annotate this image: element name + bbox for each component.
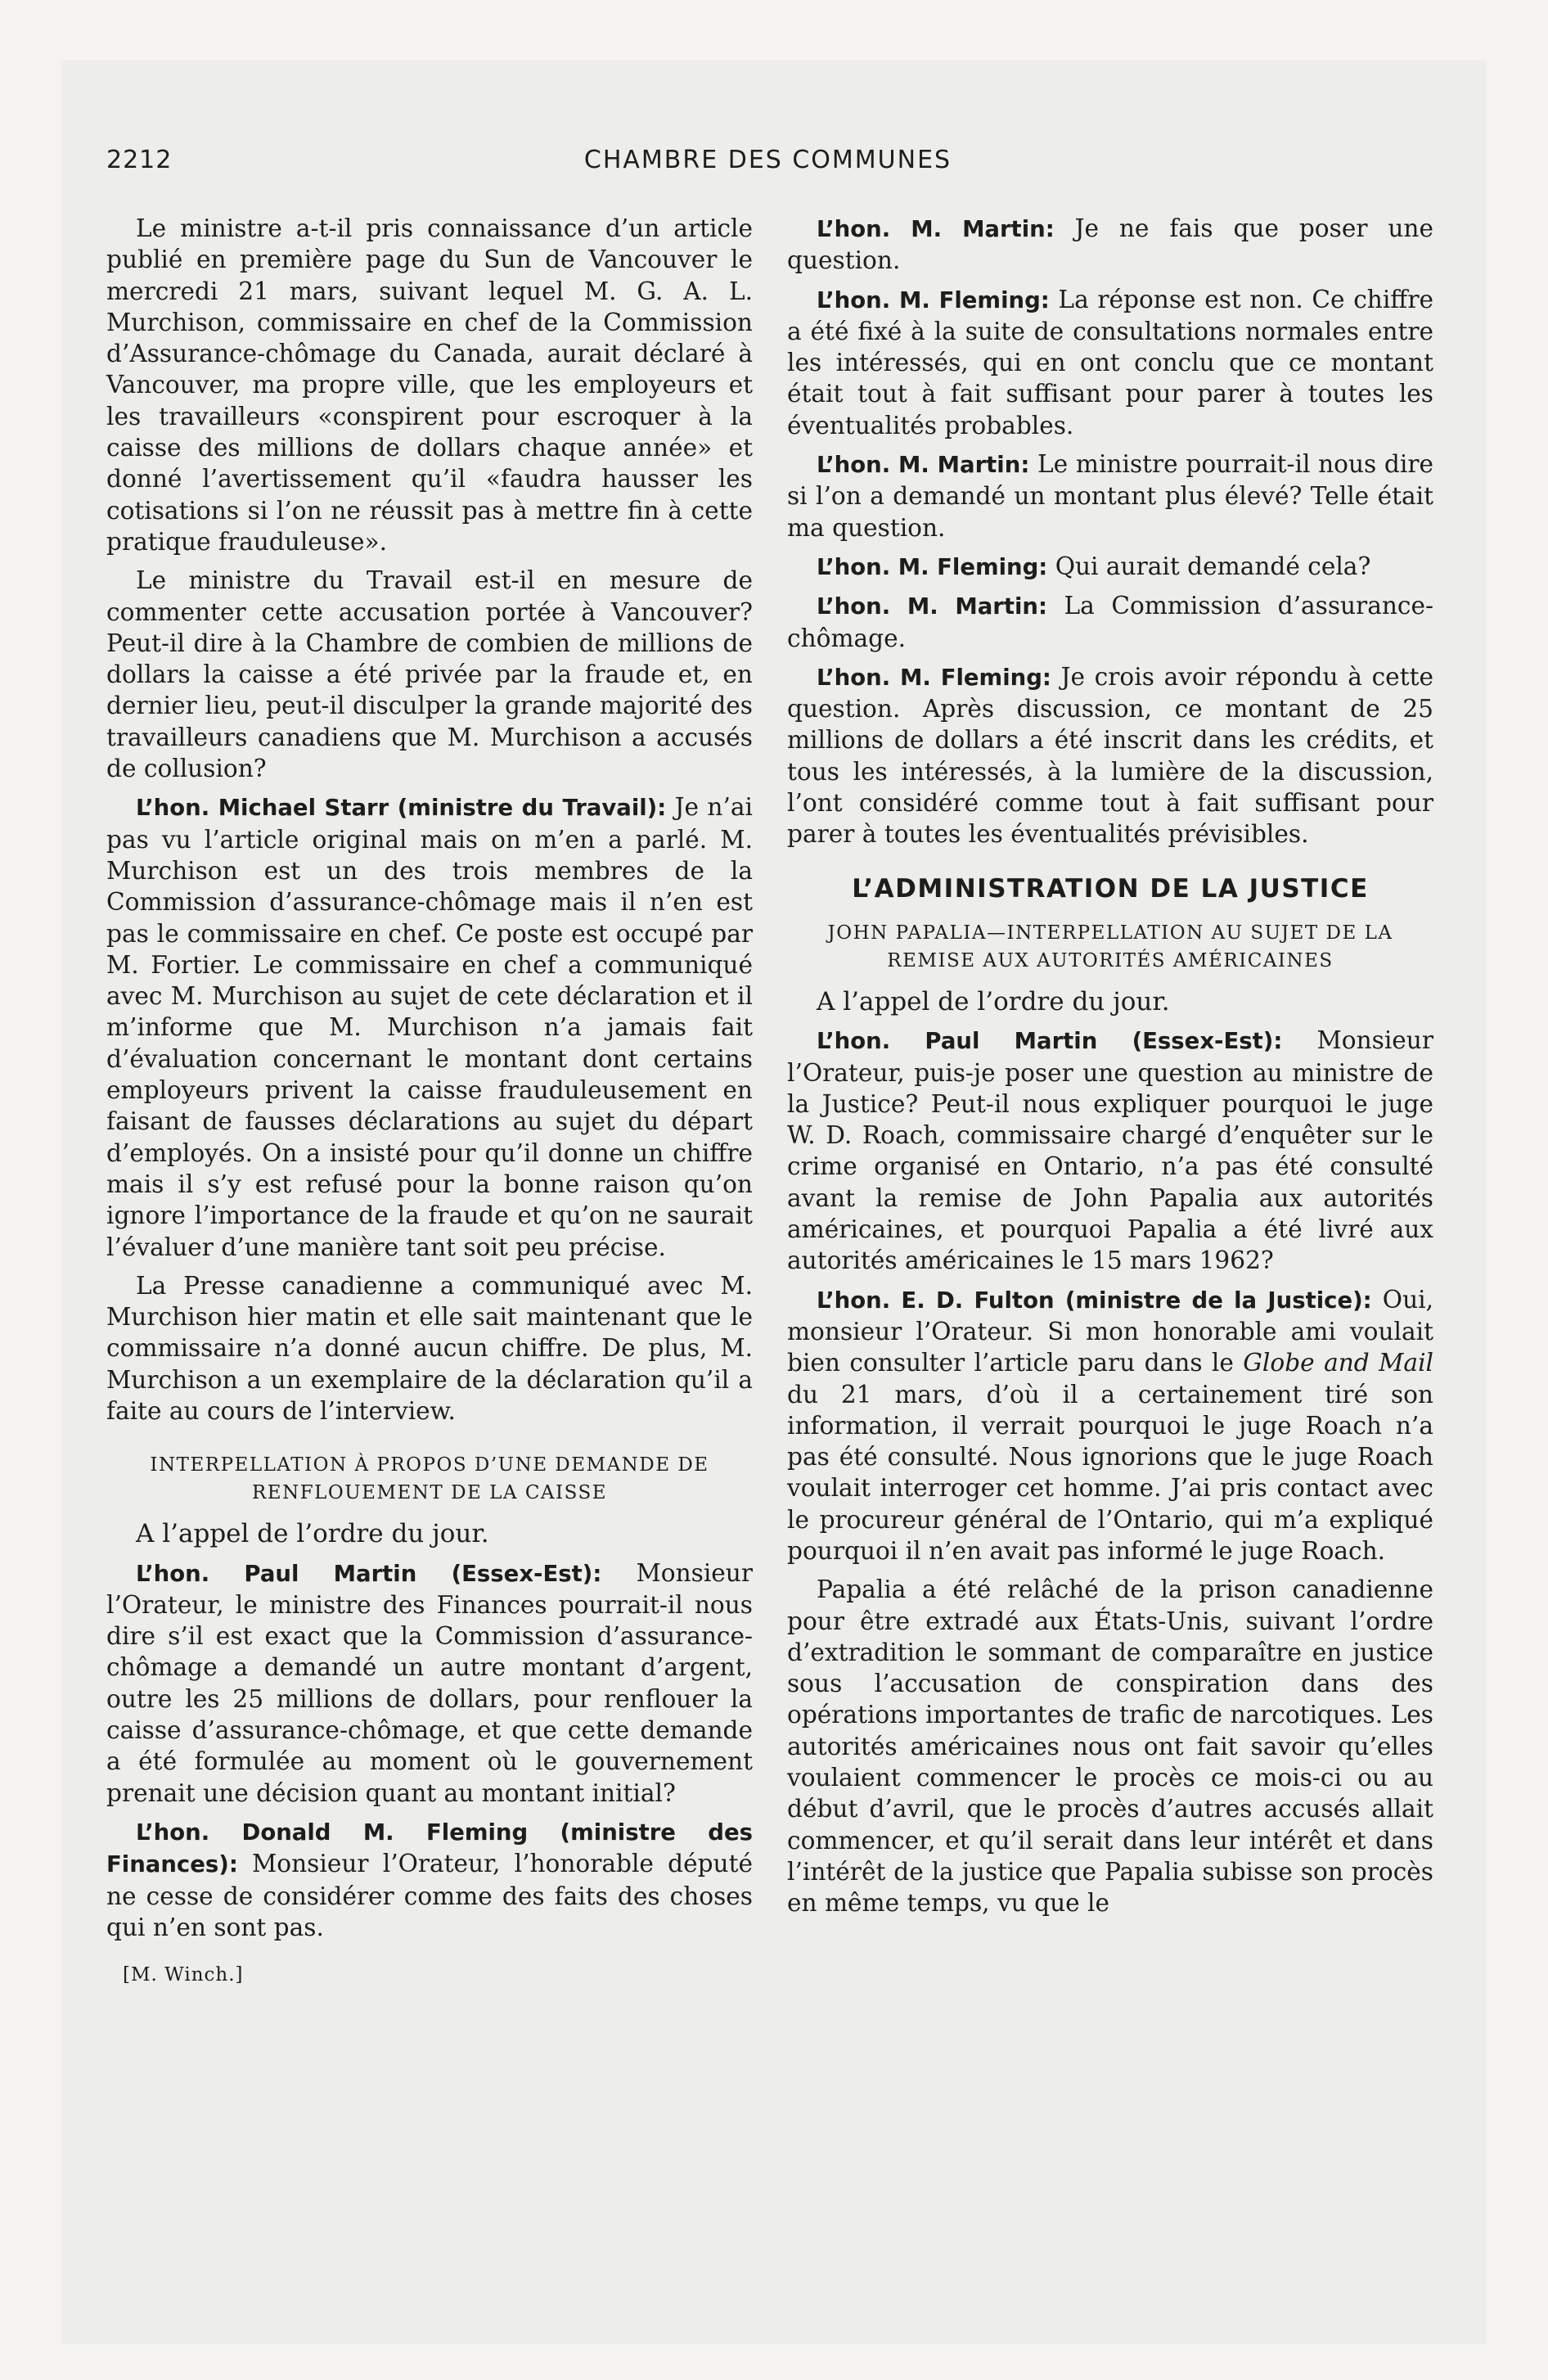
paragraph: Le ministre a-t-il pris connaissance d’un article publié en première page du Sun de Vancouver le mercredi 21 mars, suivant lequel M. G. A. L. Murchison, commissaire en chef de la Commission d’Assurance-chômage du Canada, aurait déclaré à Vancouver, ma propre ville, que les employeurs et les travailleurs «conspirent pour escroquer à la caisse des millions de dollars chaque année» et donné l’avertissement qu’il «faudra hausser les cotisations si l’on ne réussit pas à mettre fin à cette pratique frauduleuse». (106, 214, 753, 556)
paragraph: La Presse canadienne a communiqué avec M. Murchison hier matin et elle sait maintenant que le commissaire n’a donné aucun chiffre. De plus, M. Murchison a un exemplaire de la déclaration qu’il a faite au cours de l’interview. (106, 1271, 753, 1425)
speech (787, 590, 1433, 654)
speaker-name: L’hon. Donald M. Fleming (ministre des Finances): (106, 1819, 753, 1878)
speech-text: Je crois avoir répondu à cette question. Après discussion, ce montant de 25 millions de dollars a été inscrit dans les crédits, et tous les intéressés, à la lumière de la discussion, l’ont considéré comme tout à fait suffisant pour parer à toutes les éventualités prévisibles. (787, 662, 1433, 849)
speech-text: La réponse est non. Ce chiffre a été fixé à la suite de consultations normales entre les intéressés, qui en ont conclu que ce montant était tout à fait suffisant pour parer à toutes les éventualités probables. (787, 285, 1433, 439)
page-number: 2212 (106, 146, 173, 174)
rubric-heading: JOHN PAPALIA—INTERPELLATION AU SUJET DE LA REMISE AUX AUTORITÉS AMÉRICAINES (827, 922, 1393, 971)
speech (787, 551, 1433, 583)
speaker-name: L’hon. M. Fleming: (817, 286, 1050, 313)
speaker-name: L’hon. Paul Martin (Essex-Est): (136, 1560, 602, 1587)
section-title: L’ADMINISTRATION DE LA JUSTICE (852, 873, 1369, 904)
speech-text: Monsieur l’Orateur, l’honorable député ne cesse de considérer comme des faits des choses qui n’en sont pas. (106, 1850, 753, 1941)
running-head: CHAMBRE DES COMMUNES (583, 146, 952, 174)
left-column (106, 213, 753, 1998)
speech (787, 1025, 1433, 1276)
speech-text: Monsieur l’Orateur, le ministre des Finances pourrait-il nous dire s’il est exact que la Commission d’assurance-chômage a demandé un autre montant d’argent, outre les 25 millions de dollars, pour renflouer la caisse d’assurance-chômage, et que cette demande a été formulée au moment où le gouvernement prenait une décision quant au montant initial? (106, 1558, 753, 1807)
speech (106, 1557, 753, 1809)
speaker-name: L’hon. Paul Martin (Essex-Est): (817, 1028, 1283, 1055)
speech-text: Je n’ai pas vu l’article original mais on m’en a parlé. M. Murchison est un des trois membres de la Commission d’assurance-chômage mais il n’en est pas le commissaire en chef. Ce poste est occupé par M. Fortier. Le commissaire en chef a communiqué avec M. Murchison au sujet de cete déclaration et il m’informe que M. Murchison n’a jamais fait d’évaluation concernant le montant dont certains employeurs privent la caisse frauduleusement en faisant de fausses déclarations au sujet du départ d’employés. On a insisté pour qu’il donne un chiffre mais il s’y est refusé pour la bonne raison qu’on ignore l’importance de la fraude et qu’on ne saurait l’évaluer d’une manière tant soit peu précise. (106, 793, 753, 1261)
speech-text: Qui aurait demandé cela? (1047, 552, 1371, 580)
speaker-name: L’hon. M. Martin: (817, 216, 1055, 242)
speech (787, 449, 1433, 543)
speech (106, 791, 753, 1262)
paragraph: Le ministre du Travail est-il en mesure de commenter cette accusation portée à Vancouver? Peut-il dire à la Chambre de combien de millions de dollars la caisse a été privée par la fraude et, en dernier lieu, peut-il disculper la grande majorité des travailleurs canadiens que M. Murchison a accusés de collusion? (106, 566, 753, 783)
speech (787, 661, 1433, 850)
speaker-name: L’hon. M. Martin: (817, 452, 1030, 479)
speech-text: Oui, monsieur l’Orateur. Si mon honorable ami voulait bien consulter l’article paru dans le (787, 1285, 1434, 1377)
speech (787, 213, 1433, 277)
speech-text: du 21 mars, d’où il a certainement tiré son information, il verrait pourquoi le juge Roach n’a pas été consulté. Nous ignorions que le juge Roach voulait interroger cet homme. J’ai pris contact avec le procureur général de l’Ontario, qui m’a expliqué pourquoi il n’en avait pas informé le juge Roach. (787, 1380, 1433, 1565)
speaker-name: L’hon. E. D. Fulton (ministre de la Justice): (817, 1287, 1372, 1314)
newspaper-title: Globe and Mail (1243, 1349, 1434, 1377)
speech-text: Monsieur l’Orateur, puis-je poser une question au ministre de la Justice? Peut-il nous expliquer pourquoi le juge W. D. Roach, commissaire chargé d’enquêter sur le crime organisé en Ontario, n’a pas été consulté avant la remise de John Papalia aux autorités américaines, et pourquoi Papalia a été livré aux autorités américaines le 15 mars 1962? (787, 1026, 1433, 1275)
speech-text: La Commission d’assurance-chômage. (787, 592, 1433, 652)
speech-text: Le ministre pourrait-il nous dire si l’on a demandé un montant plus élevé? Telle était ma question. (787, 450, 1434, 542)
speaker-name: L’hon. M. Fleming: (817, 553, 1048, 580)
speech (106, 1816, 753, 1943)
order-of-day: A l’appel de l’ordre du jour. (136, 1519, 489, 1549)
right-column (787, 213, 1433, 1927)
speaker-name: L’hon. M. Fleming: (817, 664, 1051, 691)
order-of-day: A l’appel de l’ordre du jour. (817, 986, 1170, 1016)
speaker-name: L’hon. M. Martin: (817, 593, 1047, 620)
speech-text: Je ne fais que poser une question. (787, 214, 1433, 275)
rubric-heading: INTERPELLATION À PROPOS D’UNE DEMANDE DE RENFLOUEMENT DE LA CAISSE (150, 1454, 709, 1504)
speaker-footnote: [M. Winch.] (123, 1964, 244, 1986)
speech (787, 1284, 1433, 1567)
page-header (106, 146, 1429, 187)
paragraph: Papalia a été relâché de la prison canadienne pour être extradé aux États-Unis, suivant l’ordre d’extradition le sommant de comparaître en justice sous l’accusation de conspiration dans des opérations importantes de trafic de narcotiques. Les autorités américaines nous ont fait savoir qu’elles voulaient commencer le procès ce mois-ci ou au début d’avril, que le procès d’autres accusés allait commencer, et qu’il serait dans leur intérêt et dans l’intérêt de la justice que Papalia subisse son procès en même temps, vu que le (787, 1575, 1433, 1918)
speech (787, 284, 1433, 441)
speaker-name: L’hon. Michael Starr (ministre du Travail): (136, 795, 667, 822)
